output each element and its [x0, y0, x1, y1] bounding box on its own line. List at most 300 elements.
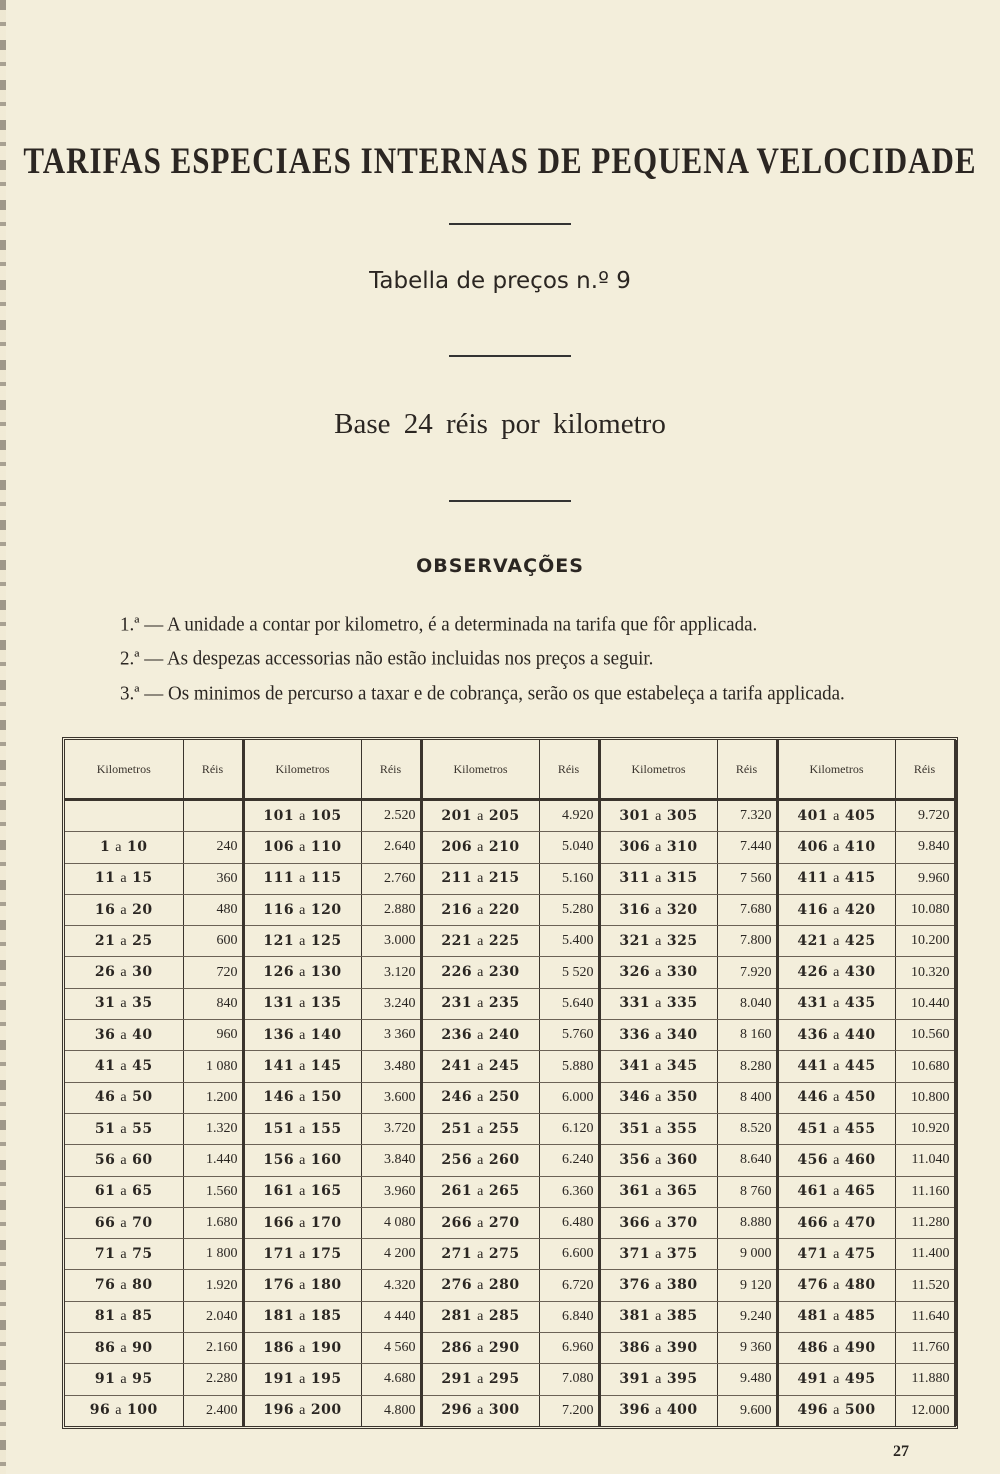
km-separator: a: [477, 965, 484, 981]
header-kilometros: Kilometros: [421, 740, 539, 800]
km-from: 81: [94, 1308, 116, 1325]
km-from: 231: [441, 995, 473, 1012]
km-separator: a: [120, 1309, 128, 1325]
km-to: 150: [310, 1089, 342, 1106]
km-separator: a: [833, 1184, 840, 1200]
reis-price-cell: 5.280: [539, 894, 599, 925]
km-range-cell: [777, 894, 895, 925]
km-range-cell: [243, 1051, 361, 1082]
km-separator: a: [120, 1340, 128, 1356]
km-range-cell: [599, 957, 717, 988]
km-separator: a: [120, 902, 128, 918]
km-separator: a: [477, 1090, 484, 1106]
km-separator: a: [655, 871, 662, 887]
reis-price-cell: 2.640: [361, 832, 421, 863]
km-to: 415: [844, 870, 876, 887]
km-separator: a: [477, 1371, 484, 1387]
km-separator: a: [833, 1340, 840, 1356]
km-from: 31: [94, 995, 116, 1012]
km-range-cell: [599, 1176, 717, 1207]
table-row: [65, 1364, 955, 1395]
reis-price-cell: 2.520: [361, 800, 421, 832]
km-to: 445: [844, 1058, 876, 1075]
km-from: 166: [263, 1214, 295, 1231]
km-from: 416: [797, 901, 829, 918]
km-range-cell: [777, 1113, 895, 1144]
km-from: 161: [263, 1183, 295, 1200]
km-to: 85: [132, 1308, 153, 1325]
km-separator: a: [477, 1340, 484, 1356]
km-from: 296: [441, 1402, 473, 1419]
km-to: 120: [310, 901, 342, 918]
km-range-cell: [599, 894, 717, 925]
km-from: 471: [797, 1245, 829, 1262]
observations-heading: OBSERVAÇÕES: [416, 555, 584, 577]
km-separator: a: [120, 1278, 128, 1294]
km-to: 350: [666, 1089, 698, 1106]
table-row: [65, 1395, 955, 1426]
km-to: 185: [310, 1308, 342, 1325]
divider-rule: [449, 223, 571, 225]
km-separator: a: [299, 871, 306, 887]
reis-price-cell: 9.960: [895, 863, 955, 894]
km-from: 131: [263, 995, 295, 1012]
reis-price-cell: 8 400: [717, 1082, 777, 1113]
km-range-cell: [777, 1176, 895, 1207]
reis-price-cell: 6.960: [539, 1333, 599, 1364]
km-to: 115: [310, 870, 342, 887]
km-separator: a: [120, 1059, 128, 1075]
reis-price-cell: 4 200: [361, 1239, 421, 1270]
reis-price-cell: 2.280: [183, 1364, 243, 1395]
km-range-cell: [599, 800, 717, 832]
km-separator: a: [833, 1246, 840, 1262]
km-separator: a: [120, 1121, 128, 1137]
km-to: 95: [132, 1370, 153, 1387]
km-range-cell: [777, 1051, 895, 1082]
price-table: [62, 737, 958, 1429]
km-range-cell: [777, 1270, 895, 1301]
header-reis: Réis: [361, 740, 421, 800]
reis-price-cell: 5.760: [539, 1020, 599, 1051]
km-from: 226: [441, 964, 473, 981]
km-to: 190: [310, 1339, 342, 1356]
km-separator: a: [299, 1027, 306, 1043]
km-from: 366: [619, 1214, 651, 1231]
table-row: [65, 957, 955, 988]
km-from: 211: [441, 870, 473, 887]
km-separator: a: [120, 933, 128, 949]
km-to: 225: [488, 932, 520, 949]
km-from: 476: [797, 1277, 829, 1294]
km-from: 66: [94, 1214, 116, 1231]
reis-price-cell: 240: [183, 832, 243, 863]
km-to: 475: [844, 1245, 876, 1262]
km-from: 291: [441, 1370, 473, 1387]
reis-price-cell: 2.040: [183, 1301, 243, 1332]
km-separator: a: [477, 1309, 484, 1325]
km-separator: a: [833, 1059, 840, 1075]
km-range-cell: [65, 1301, 183, 1332]
km-to: 315: [666, 870, 698, 887]
km-from: 331: [619, 995, 651, 1012]
km-range-cell: [421, 894, 539, 925]
km-range-cell: [421, 1395, 539, 1426]
km-separator: a: [833, 1027, 840, 1043]
km-to: 45: [132, 1058, 153, 1075]
km-to: 295: [488, 1370, 520, 1387]
km-range-cell: [421, 926, 539, 957]
km-from: 116: [263, 901, 295, 918]
km-from: 341: [619, 1058, 651, 1075]
km-range-cell: [243, 1020, 361, 1051]
km-from: 141: [263, 1058, 295, 1075]
km-to: 215: [488, 870, 520, 887]
km-separator: a: [655, 965, 662, 981]
reis-price-cell: 1 800: [183, 1239, 243, 1270]
km-from: 1: [100, 838, 111, 855]
reis-price-cell: 5.040: [539, 832, 599, 863]
km-range-cell: [421, 1020, 539, 1051]
km-from: 406: [797, 838, 829, 855]
reis-price-cell: 3.600: [361, 1082, 421, 1113]
km-range-cell: [599, 1051, 717, 1082]
reis-price-cell: 1.680: [183, 1207, 243, 1238]
km-from: 301: [619, 807, 651, 824]
km-separator: a: [833, 808, 840, 824]
reis-price-cell: 3.960: [361, 1176, 421, 1207]
km-separator: a: [655, 1027, 662, 1043]
km-to: 365: [666, 1183, 698, 1200]
km-from: 101: [263, 807, 295, 824]
km-separator: a: [120, 1090, 128, 1106]
km-range-cell: [777, 926, 895, 957]
km-range-cell: [421, 1082, 539, 1113]
km-to: 485: [844, 1308, 876, 1325]
km-from: 126: [263, 964, 295, 981]
km-range-cell: [65, 1176, 183, 1207]
km-range-cell: [65, 1113, 183, 1144]
reis-price-cell: 5.880: [539, 1051, 599, 1082]
km-separator: a: [299, 1059, 306, 1075]
table-subtitle: Tabella de preços n.º 9: [369, 268, 631, 294]
km-to: 10: [126, 838, 148, 855]
table-row: [65, 1020, 955, 1051]
header-reis: Réis: [539, 740, 599, 800]
reis-price-cell: 9 120: [717, 1270, 777, 1301]
reis-price-cell: [183, 800, 243, 832]
km-from: 316: [619, 901, 651, 918]
km-separator: a: [655, 996, 662, 1012]
km-from: 61: [94, 1183, 116, 1200]
km-from: 146: [263, 1089, 295, 1106]
table-row: [65, 1176, 955, 1207]
km-to: 160: [310, 1151, 342, 1168]
reis-price-cell: 3.480: [361, 1051, 421, 1082]
km-range-cell: [243, 1145, 361, 1176]
km-from: 56: [94, 1151, 116, 1168]
km-range-cell: [243, 988, 361, 1019]
km-from: 386: [619, 1339, 651, 1356]
km-separator: a: [655, 1403, 662, 1419]
km-separator: a: [655, 1184, 662, 1200]
km-from: 426: [797, 964, 829, 981]
reis-price-cell: 6.240: [539, 1145, 599, 1176]
km-separator: a: [299, 1309, 306, 1325]
km-from: 306: [619, 838, 651, 855]
km-range-cell: [421, 800, 539, 832]
km-to: 125: [310, 932, 342, 949]
km-to: 255: [488, 1120, 520, 1137]
reis-price-cell: 1.200: [183, 1082, 243, 1113]
km-separator: a: [120, 871, 128, 887]
km-from: 346: [619, 1089, 651, 1106]
km-to: 210: [488, 838, 520, 855]
reis-price-cell: 3.000: [361, 926, 421, 957]
km-to: 260: [488, 1151, 520, 1168]
reis-price-cell: 360: [183, 863, 243, 894]
km-from: 481: [797, 1308, 829, 1325]
km-to: 280: [488, 1277, 520, 1294]
reis-price-cell: 4 440: [361, 1301, 421, 1332]
km-range-cell: [421, 1364, 539, 1395]
km-range-cell: [65, 1239, 183, 1270]
reis-price-cell: 10.320: [895, 957, 955, 988]
reis-price-cell: 10.560: [895, 1020, 955, 1051]
km-range-cell: [421, 1270, 539, 1301]
km-separator: a: [655, 1340, 662, 1356]
reis-price-cell: 10.680: [895, 1051, 955, 1082]
reis-price-cell: 9 000: [717, 1239, 777, 1270]
table-row: [65, 894, 955, 925]
reis-price-cell: 11.400: [895, 1239, 955, 1270]
km-separator: a: [299, 1371, 306, 1387]
km-to: 140: [310, 1026, 342, 1043]
km-range-cell: [65, 894, 183, 925]
reis-price-cell: 3 360: [361, 1020, 421, 1051]
km-range-cell: [421, 988, 539, 1019]
km-separator: a: [120, 1215, 128, 1231]
km-to: 110: [310, 838, 342, 855]
km-from: 436: [797, 1026, 829, 1043]
reis-price-cell: 9.240: [717, 1301, 777, 1332]
km-range-cell: [421, 1207, 539, 1238]
km-from: 311: [619, 870, 651, 887]
km-to: 170: [310, 1214, 342, 1231]
km-range-cell: [421, 957, 539, 988]
km-to: 400: [666, 1402, 698, 1419]
reis-price-cell: 4.320: [361, 1270, 421, 1301]
km-range-cell: [243, 894, 361, 925]
reis-price-cell: 5.640: [539, 988, 599, 1019]
km-separator: a: [833, 933, 840, 949]
km-range-cell: [777, 1082, 895, 1113]
observation-2: 2.ª — As despezas accessorias não estão incluidas nos preços a seguir.: [120, 647, 654, 670]
km-to: 460: [844, 1151, 876, 1168]
km-to: 450: [844, 1089, 876, 1106]
km-range-cell: [243, 832, 361, 863]
km-range-cell: [65, 1051, 183, 1082]
table-row: [65, 1145, 955, 1176]
reis-price-cell: 960: [183, 1020, 243, 1051]
km-from: 271: [441, 1245, 473, 1262]
km-range-cell: [599, 1082, 717, 1113]
km-separator: a: [477, 1152, 484, 1168]
km-separator: a: [299, 933, 306, 949]
km-from: 401: [797, 807, 829, 824]
reis-price-cell: 840: [183, 988, 243, 1019]
km-from: 136: [263, 1026, 295, 1043]
km-range-cell: [243, 1301, 361, 1332]
header-reis: Réis: [717, 740, 777, 800]
km-range-cell: [777, 957, 895, 988]
km-to: 205: [488, 807, 520, 824]
km-range-cell: [65, 957, 183, 988]
reis-price-cell: 9.840: [895, 832, 955, 863]
km-to: 430: [844, 964, 876, 981]
km-from: 431: [797, 995, 829, 1012]
km-range-cell: [599, 1113, 717, 1144]
km-from: 171: [263, 1245, 295, 1262]
reis-price-cell: 8.880: [717, 1207, 777, 1238]
km-range-cell: [65, 1082, 183, 1113]
km-from: 286: [441, 1339, 473, 1356]
km-separator: a: [120, 1371, 128, 1387]
km-to: 30: [132, 964, 153, 981]
reis-price-cell: 10.440: [895, 988, 955, 1019]
km-range-cell: [65, 1364, 183, 1395]
km-from: 336: [619, 1026, 651, 1043]
km-from: 41: [94, 1058, 116, 1075]
km-separator: a: [299, 1152, 306, 1168]
km-to: 50: [132, 1089, 153, 1106]
reis-price-cell: 3.240: [361, 988, 421, 1019]
km-separator: a: [833, 1309, 840, 1325]
reis-price-cell: 2.880: [361, 894, 421, 925]
km-range-cell: [599, 1301, 717, 1332]
km-separator: a: [299, 996, 306, 1012]
km-from: 446: [797, 1089, 829, 1106]
km-to: 480: [844, 1277, 876, 1294]
km-range-cell: [243, 1082, 361, 1113]
km-from: 71: [94, 1245, 116, 1262]
km-from: 186: [263, 1339, 295, 1356]
km-from: 491: [797, 1370, 829, 1387]
km-to: 80: [132, 1277, 153, 1294]
km-range-cell: [777, 1207, 895, 1238]
km-range-cell: [421, 1333, 539, 1364]
km-from: 266: [441, 1214, 473, 1231]
reis-price-cell: 1.920: [183, 1270, 243, 1301]
reis-price-cell: 4.920: [539, 800, 599, 832]
km-range-cell: [421, 1301, 539, 1332]
km-range-cell: [243, 1364, 361, 1395]
reis-price-cell: 7.680: [717, 894, 777, 925]
km-range-cell: [243, 1113, 361, 1144]
km-from: 11: [94, 870, 116, 887]
km-from: 321: [619, 932, 651, 949]
km-range-cell: [599, 1270, 717, 1301]
km-from: 191: [263, 1370, 295, 1387]
km-separator: a: [477, 902, 484, 918]
reis-price-cell: 10.800: [895, 1082, 955, 1113]
km-to: 360: [666, 1151, 698, 1168]
page-number: 27: [893, 1443, 909, 1460]
header-kilometros: Kilometros: [777, 740, 895, 800]
km-to: 320: [666, 901, 698, 918]
km-to: 145: [310, 1058, 342, 1075]
reis-price-cell: 11.280: [895, 1207, 955, 1238]
km-separator: a: [655, 902, 662, 918]
km-range-cell: [65, 926, 183, 957]
km-separator: a: [477, 808, 484, 824]
km-from: 421: [797, 932, 829, 949]
table-row: [65, 800, 955, 832]
reis-price-cell: 11.040: [895, 1145, 955, 1176]
reis-price-cell: 12.000: [895, 1395, 955, 1426]
km-to: 25: [132, 932, 153, 949]
km-separator: a: [833, 839, 840, 855]
km-range-cell: [599, 1207, 717, 1238]
reis-price-cell: 6.840: [539, 1301, 599, 1332]
km-range-cell: [243, 1239, 361, 1270]
km-from: 86: [94, 1339, 116, 1356]
binding-edge: [0, 0, 6, 1474]
km-separator: a: [833, 1403, 840, 1419]
km-separator: a: [120, 1027, 128, 1043]
table-row: [65, 1301, 955, 1332]
reis-price-cell: 8 160: [717, 1020, 777, 1051]
km-range-cell: [777, 863, 895, 894]
table-row: [65, 926, 955, 957]
km-from: 181: [263, 1308, 295, 1325]
reis-price-cell: 720: [183, 957, 243, 988]
table-row: [65, 832, 955, 863]
km-to: 300: [488, 1402, 520, 1419]
km-from: 371: [619, 1245, 651, 1262]
km-range-cell: [65, 832, 183, 863]
km-to: 165: [310, 1183, 342, 1200]
km-range-cell: [599, 988, 717, 1019]
km-range-cell: [777, 1395, 895, 1426]
km-from: 496: [797, 1402, 829, 1419]
km-to: 275: [488, 1245, 520, 1262]
km-to: 340: [666, 1026, 698, 1043]
reis-price-cell: 7.080: [539, 1364, 599, 1395]
observation-1: 1.ª — A unidade a contar por kilometro, é a determinada na tarifa que fôr applicada.: [120, 613, 758, 636]
km-from: 246: [441, 1089, 473, 1106]
km-range-cell: [599, 1364, 717, 1395]
km-to: 40: [132, 1026, 153, 1043]
km-separator: a: [299, 1246, 306, 1262]
km-separator: a: [655, 1371, 662, 1387]
km-separator: a: [120, 1246, 128, 1262]
km-to: 265: [488, 1183, 520, 1200]
km-from: 106: [263, 838, 295, 855]
km-from: 281: [441, 1308, 473, 1325]
km-to: 305: [666, 807, 698, 824]
km-to: 20: [132, 901, 153, 918]
km-to: 230: [488, 964, 520, 981]
table-header-row: [65, 740, 955, 800]
km-separator: a: [477, 839, 484, 855]
reis-price-cell: 9.720: [895, 800, 955, 832]
reis-price-cell: 9.480: [717, 1364, 777, 1395]
km-range-cell: [243, 863, 361, 894]
reis-price-cell: 4 560: [361, 1333, 421, 1364]
reis-price-cell: 2.760: [361, 863, 421, 894]
reis-price-cell: 10.080: [895, 894, 955, 925]
